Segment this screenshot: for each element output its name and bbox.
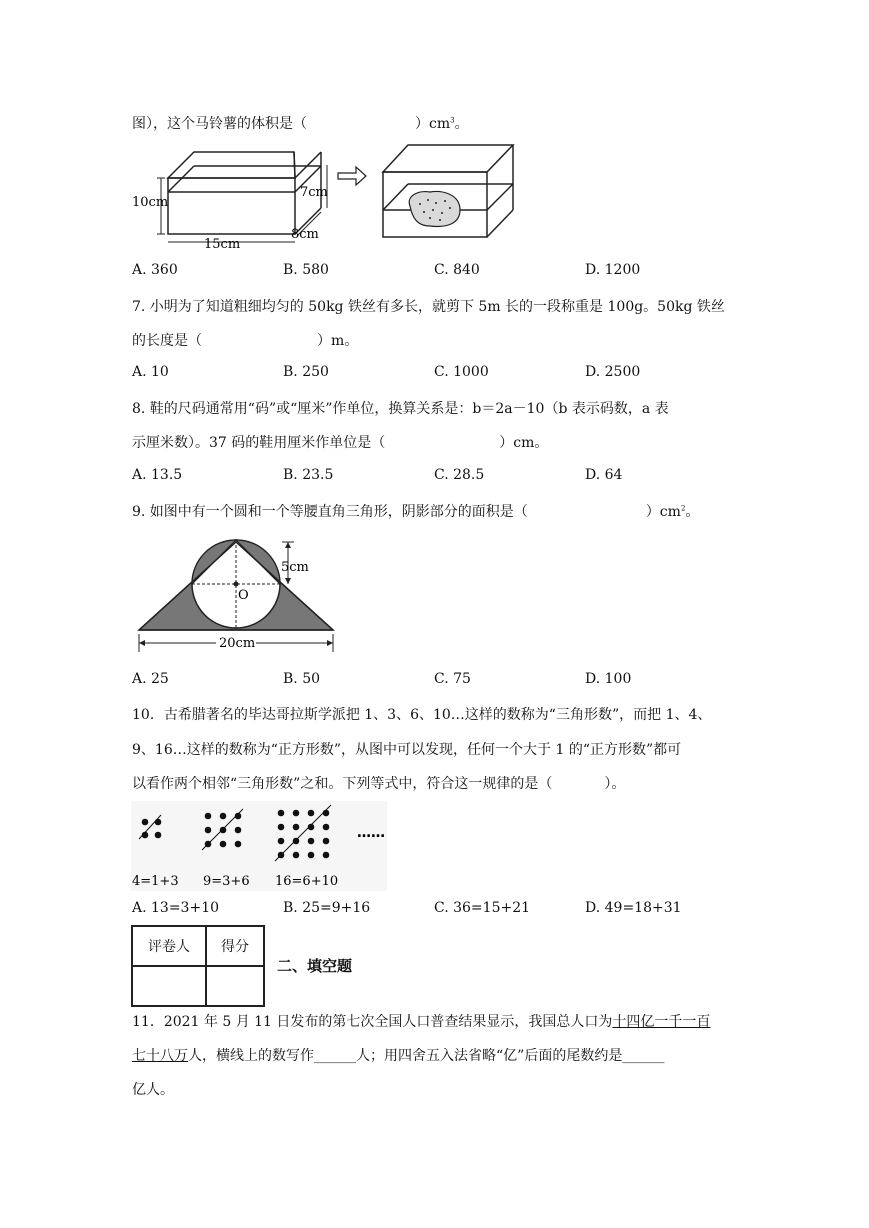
q8-line1: 8. 鞋的尺码通常用“码”或“厘米”作单位，换算关系是：b＝2a－10（b 表示码数，a 表: [132, 401, 669, 417]
q8-line2-before: 示厘米数）。37 码的鞋用厘米作单位是（: [132, 435, 386, 451]
q11-line2: [132, 1045, 664, 1065]
q6-unit: ）cm: [415, 116, 451, 132]
q6-end: 。: [454, 116, 469, 132]
label-5cm: 5cm: [281, 560, 309, 575]
q7-option-a[interactable]: A. 10: [132, 364, 169, 380]
q10-figure: [131, 801, 387, 891]
q10-option-d[interactable]: D. 49=18+31: [585, 900, 682, 916]
q10-line2: 9、16…这样的数称为“正方形数”，从图中可以发现，任何一个大于 1 的“正方形数”都可: [132, 742, 682, 758]
q6-option-c[interactable]: C. 840: [434, 262, 480, 278]
box-front-face: [168, 178, 295, 234]
q11-line3: 亿人。: [132, 1082, 174, 1098]
q9-option-b[interactable]: B. 50: [283, 671, 321, 687]
q9-unit: ）cm: [645, 504, 681, 520]
q11-line2-after: 人，横线上的数写作______人；用四舍五入法省略“亿”后面的尾数约是______: [188, 1048, 665, 1064]
q9-figure: [136, 540, 346, 658]
q7-line1: 7. 小明为了知道粗细均匀的 50kg 铁丝有多长，就剪下 5m 长的一段称重是 100g。50kg 铁丝: [132, 299, 725, 315]
q10-line1: 10．古希腊著名的毕达哥拉斯学派把 1、3、6、10…这样的数称为“三角形数”，而把 1、4、: [132, 707, 712, 723]
q6-option-a[interactable]: A. 360: [132, 262, 178, 278]
score-table-score-header: 得分: [206, 926, 264, 966]
q8-option-b[interactable]: B. 23.5: [283, 467, 334, 483]
q10-line3: [132, 773, 625, 793]
q8-option-c[interactable]: C. 28.5: [434, 467, 485, 483]
q9-unit-sup: 2: [680, 504, 686, 513]
score-table: [131, 925, 265, 1007]
q6-text-before: 图），这个马铃薯的体积是（: [132, 116, 307, 132]
q9-option-a[interactable]: A. 25: [132, 671, 169, 687]
score-table-grader-cell[interactable]: [132, 966, 206, 1006]
label-10cm: 10cm: [132, 195, 169, 210]
score-table-grader-header: 评卷人: [132, 926, 206, 966]
q9-text: [132, 501, 699, 521]
q10-line3-after: ）。: [604, 776, 626, 792]
q6-figure: [130, 140, 530, 255]
q10-option-a[interactable]: A. 13=3+10: [132, 900, 220, 916]
q9-options: [132, 671, 752, 689]
q7-line2-before: 的长度是（: [132, 333, 202, 349]
q6-options: [132, 262, 752, 280]
caption-1: 4=1+3: [132, 874, 179, 889]
q6-option-d[interactable]: D. 1200: [585, 262, 641, 278]
pattern-ellipsis: ……: [357, 825, 385, 841]
q11-underlined-number-part1: 十四亿一千一百: [612, 1014, 711, 1030]
score-table-score-cell[interactable]: [206, 966, 264, 1006]
q8-line2: [132, 432, 548, 452]
q10-line3-before: 以看作两个相邻“三角形数”之和。下列等式中，符合这一规律的是（: [132, 776, 553, 792]
q8-option-a[interactable]: A. 13.5: [132, 467, 183, 483]
q7-line2: [132, 330, 358, 350]
q10-options: [132, 900, 752, 918]
label-20cm: 20cm: [219, 636, 256, 651]
q8-option-d[interactable]: D. 64: [585, 467, 623, 483]
q11-line1-before: 11．2021 年 5 月 11 日发布的第七次全国人口普查结果显示，我国总人口为: [132, 1014, 613, 1030]
caption-2: 9=3+6: [203, 874, 250, 889]
caption-3: 16=6+10: [275, 874, 339, 889]
q6-option-b[interactable]: B. 580: [283, 262, 329, 278]
label-8cm: 8cm: [291, 227, 319, 242]
q7-options: [132, 364, 752, 382]
q6-text: [132, 113, 469, 133]
q8-options: [132, 467, 752, 485]
label-center-o: O: [238, 588, 249, 603]
potato-shape: [409, 192, 460, 227]
q7-option-c[interactable]: C. 1000: [434, 364, 489, 380]
label-7cm: 7cm: [300, 185, 328, 200]
q9-text-before: 9. 如图中有一个圆和一个等腰直角三角形，阴影部分的面积是（: [132, 504, 528, 520]
label-15cm: 15cm: [204, 237, 241, 252]
q8-line2-after: ）cm。: [499, 435, 549, 451]
q9-end: 。: [685, 504, 700, 520]
q11-underlined-number-part2: 七十八万: [132, 1048, 188, 1064]
q7-option-b[interactable]: B. 250: [283, 364, 329, 380]
q10-option-c[interactable]: C. 36=15+21: [434, 900, 531, 916]
q10-option-b[interactable]: B. 25=9+16: [283, 900, 371, 916]
section-title: 二、填空题: [277, 957, 353, 975]
q7-line2-after: ）m。: [317, 333, 359, 349]
box-top-face: [168, 152, 295, 178]
q11-line1: [132, 1011, 710, 1031]
q6-unit-sup: 3: [450, 116, 455, 125]
q9-option-c[interactable]: C. 75: [434, 671, 471, 687]
q9-option-d[interactable]: D. 100: [585, 671, 632, 687]
q7-option-d[interactable]: D. 2500: [585, 364, 641, 380]
